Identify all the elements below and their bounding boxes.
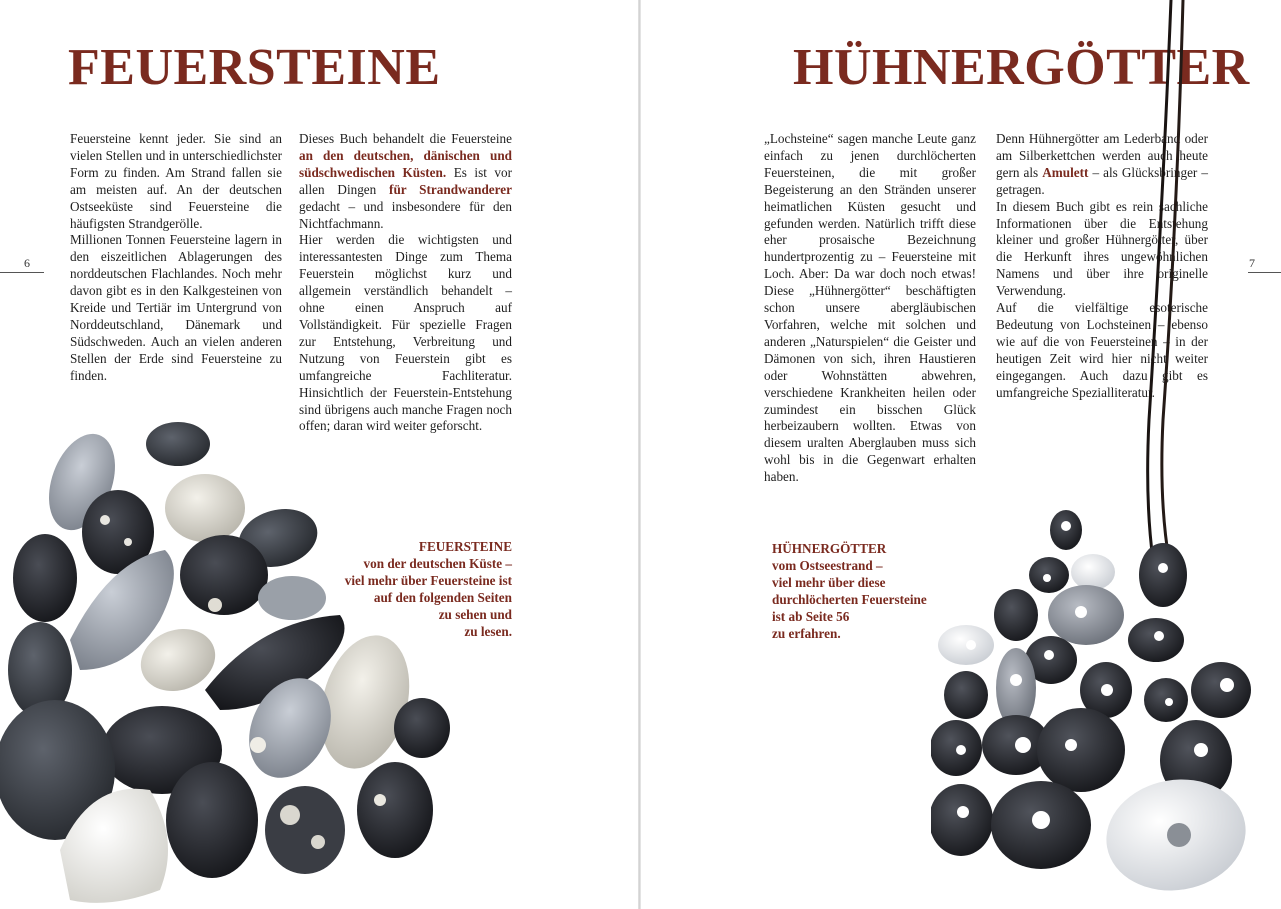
- left-page-number: 6: [24, 256, 30, 270]
- paragraph: Feuersteine kennt jeder. Sie sind an vielen Stellen und in unterschiedlichster Form zu finden. Am Strand fallen sie am meisten auf. An der deutschen Ostseeküste sind Feuersteine die häufigsten Strandgerölle.: [70, 131, 282, 231]
- caption-line: viel mehr über Feuersteine ist: [344, 573, 512, 588]
- paragraph: Hier werden die wichtigsten und interessantesten Dinge zum Thema Feuerstein möglichst kurz und allgemein verständlich behandelt – ohne einen Anspruch auf Vollständigkeit. Für spezielle Fragen zur Entstehung, Verbreitung und Nutzung von Feuerstein gibt es umfangreiche Fachliteratur. Hinsichtlich der Feuerstein-Entstehung sind übrigens auch manche Fragen noch offen; daran wird weiter geforscht.: [299, 232, 512, 434]
- left-page: [0, 0, 640, 909]
- photo-flint-stones-pile-icon: [0, 410, 470, 909]
- caption-line: durchlöcherten Feuersteine: [772, 592, 927, 607]
- left-column-2: [299, 131, 512, 435]
- right-caption: [772, 540, 927, 642]
- text-run: – als Glücksbringer – getragen.: [996, 164, 1208, 197]
- right-page-title: HÜHNERGÖTTER: [793, 39, 1250, 96]
- caption-line: auf den folgenden Seiten: [373, 590, 512, 605]
- left-column-1: [70, 131, 282, 385]
- highlight-text: Amulett: [1042, 164, 1089, 180]
- caption-line: vom Ostseestrand –: [772, 558, 883, 573]
- caption-line: zu sehen und: [438, 607, 512, 622]
- text-run: gedacht – und insbesondere für den Nichtfachmann.: [299, 198, 512, 231]
- photo-holed-stones-on-cord-icon: [931, 0, 1281, 909]
- paragraph: Auf die vielfältige esoterische Bedeutung von Lochsteinen – ebenso wie auf die von Feuersteinen – in der heutigen Zeit wird hier nicht weiter eingegangen. Auch dazu gibt es umfangreiche Spezialliteratur.: [996, 300, 1208, 400]
- right-page-number: 7: [1249, 256, 1255, 270]
- caption-line: von der deutschen Küste –: [363, 556, 512, 571]
- text-run: Es ist vor allen Dingen: [299, 164, 513, 197]
- text-run: Denn Hühnergötter am Lederband oder am Silberkettchen werden auch heute gern als: [996, 131, 1208, 180]
- paragraph: „Lochsteine“ sagen manche Leute ganz einfach zu jenen durchlöcherten Feuersteinen, die mit großer Begeisterung an den Stränden unserer heimatlichen Küsten gesucht und gefunden werden. Natürlich trifft diese eher prosaische Bezeichnung hundertprozentig zu – Feuersteine mit Loch. Aber: Da war doch noch etwas! Diese „Hühnergötter“ beschäftigten schon unsere abergläubischen Vorfahren, welche mit solchen und anderen „Naturspielen“ die Geister und Dämonen von sich, ihren Haustieren oder Wohnstätten abwehren, verschiedene Krankheiten heilen oder zumindest ein bisschen Glück herbeizaubern wollten. Etwas von diesem uralten Aberglauben muss sich wohl bis in die Gegenwart erhalten haben.: [764, 131, 976, 485]
- caption-line: zu erfahren.: [772, 626, 841, 641]
- right-page: [641, 0, 1281, 909]
- text-run: Dieses Buch behandelt die Feuersteine: [299, 131, 512, 146]
- paragraph: In diesem Buch gibt es rein sachliche Informationen über die Entstehung kleiner und großer Hühnergötter, über die Herkunft ihres ungewöhnlichen Namens und über ihre originelle Verwendung.: [996, 198, 1208, 299]
- highlight-text: an den deutschen, dänischen und südschwedischen Küsten.: [299, 147, 512, 180]
- page-number-rule: [0, 272, 44, 273]
- left-page-title: FEUERSTEINE: [68, 39, 441, 96]
- caption-line: ist ab Seite 56: [772, 609, 850, 624]
- paragraph: [299, 131, 512, 232]
- caption-line: zu lesen.: [464, 624, 512, 639]
- paragraph: Millionen Tonnen Feuersteine lagern in den eiszeitlichen Ablagerungen des norddeutschen Flachlandes. Noch mehr davon gibt es in den Kalkgesteinen von Kreide und Tertiär im Untergrund von Norddeutschland, Dänemark und Südschweden. Auch an vielen anderen Stellen der Erde sind Feuersteine zu finden.: [70, 232, 282, 383]
- caption-line: FEUERSTEINE: [418, 539, 512, 554]
- caption-line: HÜHNERGÖTTER: [772, 541, 887, 556]
- highlight-text: für Strandwanderer: [389, 181, 512, 197]
- caption-line: viel mehr über diese: [772, 575, 886, 590]
